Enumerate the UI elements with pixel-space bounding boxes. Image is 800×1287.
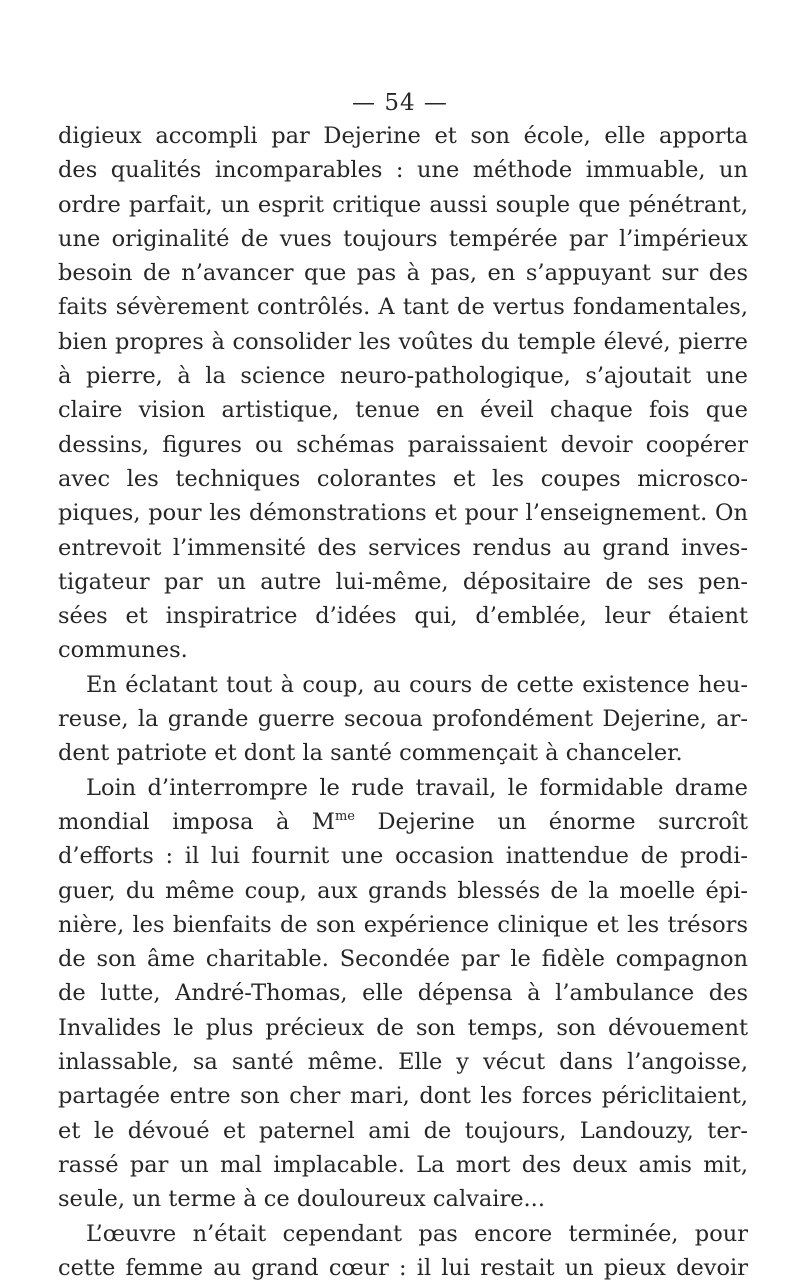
text-line: partagée entre son cher mari, dont les forces périclitaient, [58, 1083, 748, 1110]
text-line: à pierre, à la science neuro-pathologique, s’ajoutait une [58, 363, 748, 390]
text-line: En éclatant tout à coup, au cours de cette existence heu- [86, 671, 748, 698]
text-line: Invalides le plus précieux de son temps, son dévouement [58, 1014, 748, 1041]
text-line: d’efforts : il lui fournit une occasion inattendue de prodi- [58, 843, 748, 870]
text-line: guer, du même coup, aux grands blessés de la moelle épi- [58, 877, 748, 904]
text-line: claire vision artistique, tenue en éveil chaque fois que [58, 397, 748, 424]
text-line: Loin d’interrompre le rude travail, le formidable drame [86, 774, 748, 801]
text-line: cette femme au grand cœur : il lui restait un pieux devoir [58, 1254, 748, 1281]
text-line [58, 805, 748, 839]
text-line: rassé par un mal implacable. La mort des deux amis mit, [58, 1151, 748, 1178]
text-line: communes. [58, 637, 188, 664]
text-line: reuse, la grande guerre secoua profondément Dejerine, ar- [58, 706, 748, 733]
text-segment: Dejerine un énorme surcroît [354, 808, 748, 835]
page-number: — 54 — [352, 90, 448, 116]
text-line: seule, un terme à ce douloureux calvaire... [58, 1186, 545, 1213]
text-line: et le dévoué et paternel ami de toujours, Landouzy, ter- [58, 1117, 748, 1144]
text-line: digieux accompli par Dejerine et son école, elle apporta [58, 123, 748, 149]
text-line: des qualités incomparables : une méthode immuable, un [58, 157, 748, 184]
text-segment: mondial imposa à M [58, 808, 335, 835]
text-line: besoin de n’avancer que pas à pas, en s’appuyant sur des [58, 260, 748, 287]
body-text [58, 119, 748, 1285]
text-line: sées et inspiratrice d’idées qui, d’emblée, leur étaient [58, 603, 748, 630]
text-line: entrevoit l’immensité des services rendus au grand inves- [58, 534, 748, 561]
text-line: L’œuvre n’était cependant pas encore terminée, pour [86, 1220, 748, 1247]
text-line: ordre parfait, un esprit critique aussi souple que pénétrant, [58, 191, 748, 218]
text-line: piques, pour les démonstrations et pour l’enseignement. On [58, 500, 748, 527]
text-line: faits sévèrement contrôlés. A tant de vertus fondamentales, [58, 294, 748, 321]
superscript: me [334, 808, 355, 824]
text-line: nière, les bienfaits de son expérience clinique et les trésors [58, 911, 748, 938]
text-line: tigateur par un autre lui-même, dépositaire de ses pen- [58, 568, 748, 595]
text-line: dent patriote et dont la santé commençait à chanceler. [58, 740, 683, 767]
text-line: bien propres à consolider les voûtes du temple élevé, pierre [58, 328, 748, 355]
text-line: dessins, figures ou schémas paraissaient devoir coopérer [58, 431, 748, 458]
text-line: une originalité de vues toujours tempérée par l’impérieux [58, 225, 748, 252]
text-line: de son âme charitable. Secondée par le fidèle compagnon [58, 946, 748, 973]
text-line: de lutte, André-Thomas, elle dépensa à l’ambulance des [58, 980, 748, 1007]
text-line: avec les techniques colorantes et les coupes microsco- [58, 465, 748, 492]
text-line: inlassable, sa santé même. Elle y vécut dans l’angoisse, [58, 1049, 748, 1076]
